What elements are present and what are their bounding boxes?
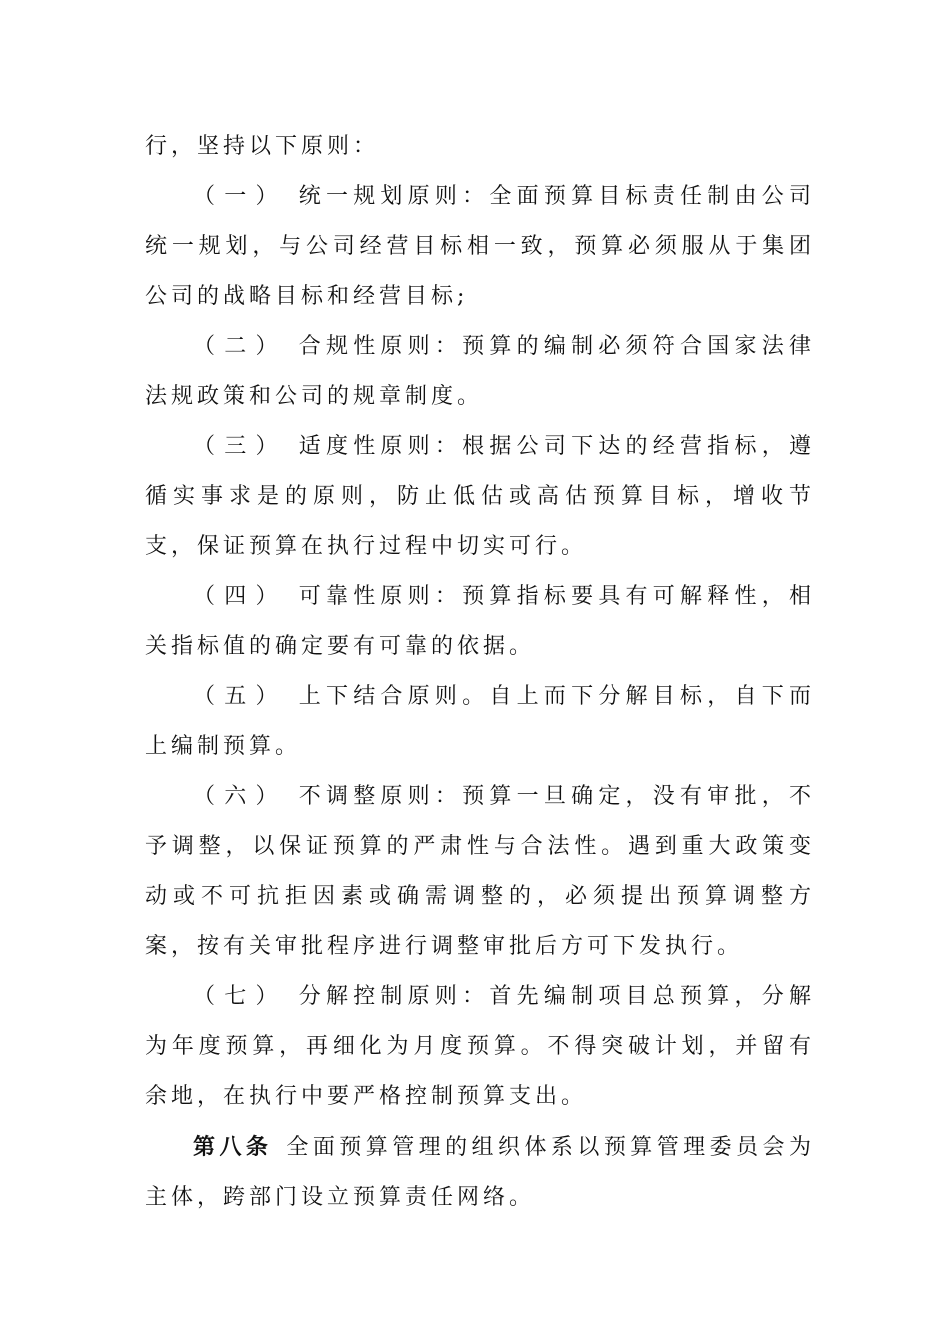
- principle-text: 合规性原则：预算的编制必须符合国家法律法规政策和公司的规章制度。: [145, 334, 815, 409]
- principle-5: [145, 672, 815, 772]
- principle-text: 不调整原则：预算一旦确定，没有审批，不予调整，以保证预算的严肃性与合法性。遇到重大政策变动或不可抗拒因素或确需调整的，必须提出预算调整方案，按有关审批程序进行调整审批后方可下发执行。: [145, 784, 815, 959]
- principle-4: [145, 572, 815, 672]
- principle-2: [145, 322, 815, 422]
- principle-number: （三）: [193, 434, 287, 459]
- intro-paragraph: [145, 122, 815, 172]
- intro-text: 行，坚持以下原则：: [145, 134, 380, 159]
- principle-3: [145, 422, 815, 572]
- principle-number: （六）: [193, 784, 287, 809]
- principle-text: 统一规划原则：全面预算目标责任制由公司统一规划，与公司经营目标相一致，预算必须服从于集团公司的战略目标和经营目标;: [145, 184, 815, 309]
- document-body: [145, 122, 815, 1223]
- principle-number: （二）: [193, 334, 287, 359]
- article-8: [145, 1122, 815, 1223]
- principle-text: 分解控制原则：首先编制项目总预算，分解为年度预算，再细化为月度预算。不得突破计划，并留有余地，在执行中要严格控制预算支出。: [145, 984, 815, 1109]
- principle-text: 上下结合原则。自上而下分解目标，自下而上编制预算。: [145, 684, 815, 759]
- principle-number: （五）: [193, 684, 287, 709]
- principle-text: 适度性原则：根据公司下达的经营指标，遵循实事求是的原则，防止低估或高估预算目标，增收节支，保证预算在执行过程中切实可行。: [145, 434, 815, 559]
- article-number: 第八条: [193, 1134, 273, 1160]
- principle-number: （一）: [193, 184, 287, 209]
- principle-number: （四）: [193, 584, 287, 609]
- principle-1: [145, 172, 815, 322]
- principle-6: [145, 772, 815, 972]
- principle-text: 可靠性原则：预算指标要具有可解释性，相关指标值的确定要有可靠的依据。: [145, 584, 815, 659]
- principle-7: [145, 972, 815, 1122]
- principle-number: （七）: [193, 984, 287, 1009]
- article-text: 全面预算管理的组织体系以预算管理委员会为主体，跨部门设立预算责任网络。: [145, 1135, 815, 1210]
